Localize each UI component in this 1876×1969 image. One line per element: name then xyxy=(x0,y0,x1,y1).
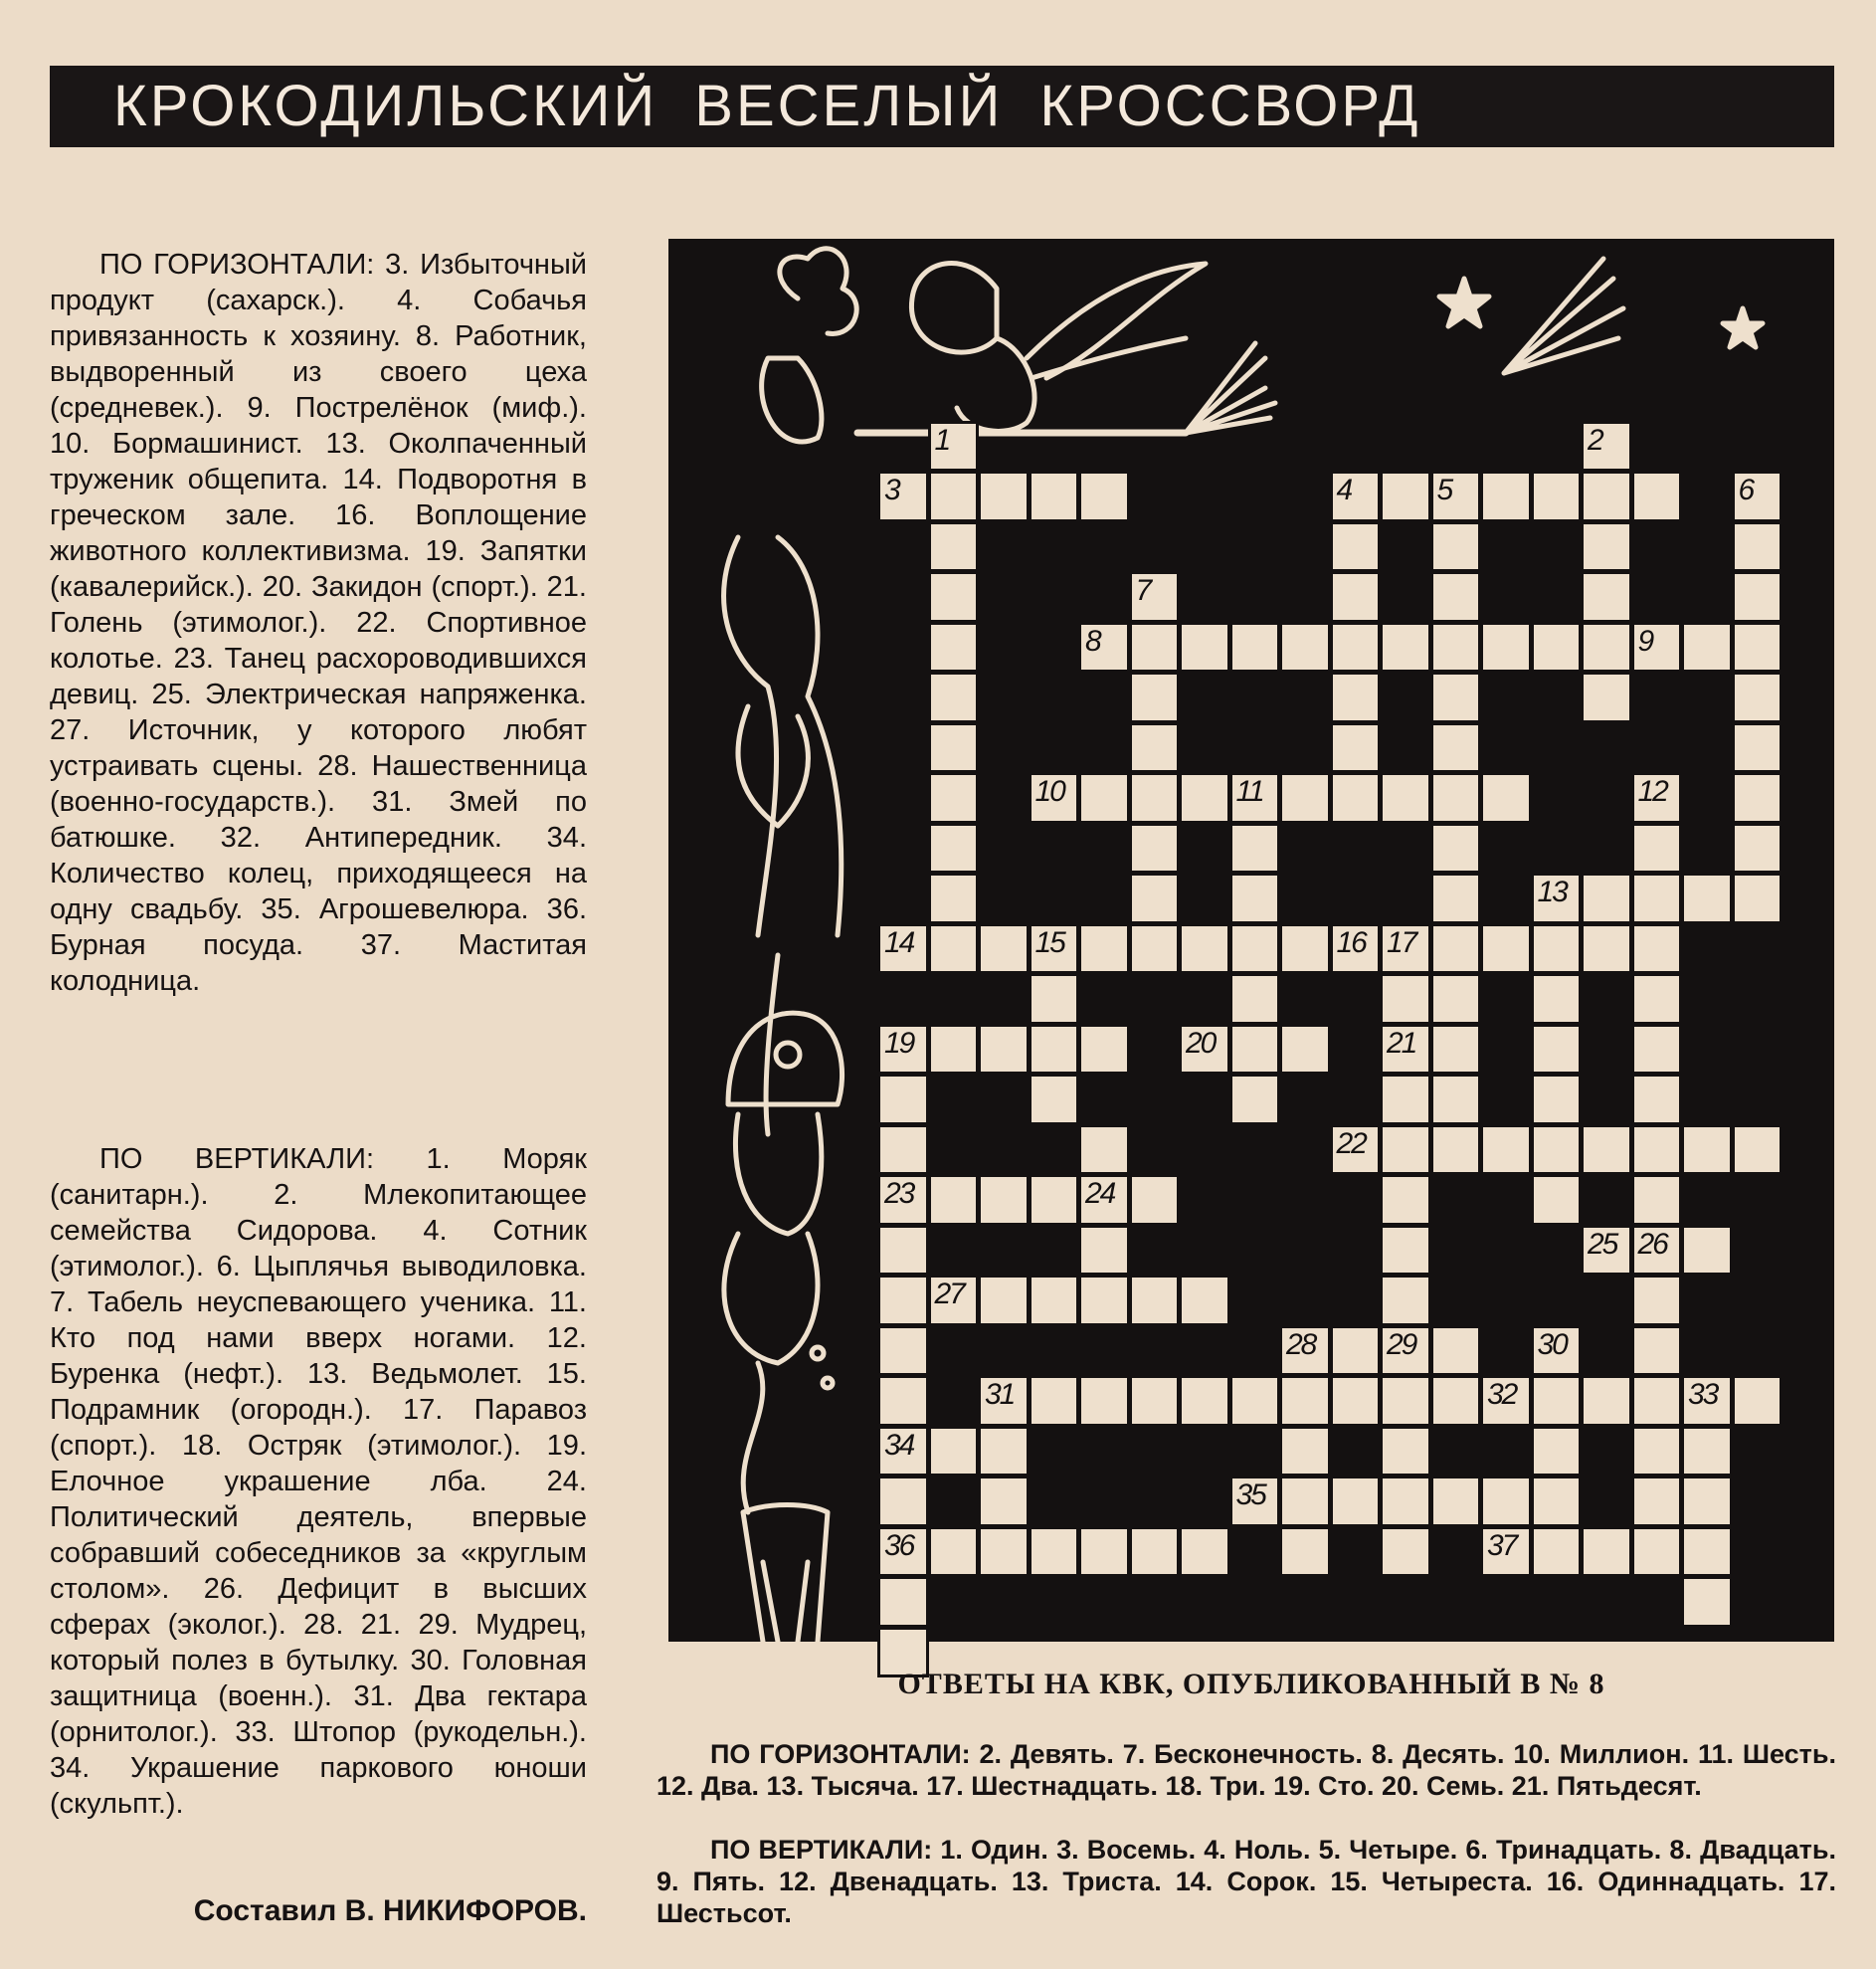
grid-cell[interactable] xyxy=(1229,1375,1281,1427)
grid-cell[interactable] xyxy=(1078,471,1130,522)
cell-number: 22 xyxy=(1336,1126,1366,1160)
grid-cell[interactable] xyxy=(877,1476,929,1527)
grid-cell[interactable] xyxy=(1631,873,1683,924)
grid-cell[interactable] xyxy=(1129,923,1181,975)
cell-number: 16 xyxy=(1336,925,1366,959)
grid-cell[interactable] xyxy=(1330,772,1382,824)
grid-cell[interactable] xyxy=(1631,1375,1683,1427)
grid-cell[interactable] xyxy=(1029,1526,1080,1578)
grid-cell[interactable] xyxy=(1732,521,1783,573)
grid-cell[interactable] xyxy=(1430,672,1482,723)
grid-cell[interactable] xyxy=(1078,772,1130,824)
grid-cell[interactable] xyxy=(1029,1174,1080,1226)
grid-cell[interactable] xyxy=(928,421,980,473)
grid-cell[interactable] xyxy=(1681,873,1733,924)
grid-cell[interactable] xyxy=(1681,622,1733,674)
grid-cell[interactable] xyxy=(1531,622,1583,674)
grid-cell[interactable] xyxy=(1531,1526,1583,1578)
grid-cell[interactable] xyxy=(978,1375,1030,1427)
grid-cell[interactable] xyxy=(1631,923,1683,975)
grid-cell[interactable] xyxy=(1229,1476,1281,1527)
grid-cell[interactable] xyxy=(1078,1275,1130,1326)
grid-cell[interactable] xyxy=(877,1526,929,1578)
grid-cell[interactable] xyxy=(1732,622,1783,674)
grid-cell[interactable] xyxy=(1581,471,1632,522)
grid-cell[interactable] xyxy=(1029,1375,1080,1427)
grid-cell[interactable] xyxy=(1631,772,1683,824)
grid-cell[interactable] xyxy=(928,823,980,875)
grid-cell[interactable] xyxy=(928,873,980,924)
grid-cell[interactable] xyxy=(1581,421,1632,473)
grid-cell[interactable] xyxy=(1531,1024,1583,1076)
grid-cell[interactable] xyxy=(928,521,980,573)
grid-cell[interactable] xyxy=(1480,1375,1532,1427)
cell-number: 34 xyxy=(884,1428,914,1462)
grid-cell[interactable] xyxy=(1380,471,1431,522)
answers-horizontal-text: ПО ГОРИЗОНТАЛИ: 2. Девять. 7. Бесконечность. 8. Десять. 10. Миллион. 11. Шесть. 12. Два. 13. Тысяча. 17. Шестнадцать. 18. Три. 19. Сто. 20. Семь. 21. Пятьдесят. xyxy=(657,1739,1836,1801)
grid-cell[interactable] xyxy=(928,1174,980,1226)
answers-horizontal xyxy=(657,1738,1836,1802)
grid-cell[interactable] xyxy=(1380,772,1431,824)
cell-number: 1 xyxy=(934,423,950,457)
cell-number: 26 xyxy=(1637,1227,1667,1261)
grid-cell[interactable] xyxy=(978,923,1030,975)
grid-cell[interactable] xyxy=(1531,873,1583,924)
grid-cell[interactable] xyxy=(1330,672,1382,723)
grid-cell[interactable] xyxy=(1631,1174,1683,1226)
grid-cell[interactable] xyxy=(1229,1074,1281,1125)
grid-cell[interactable] xyxy=(1430,1325,1482,1377)
grid-cell[interactable] xyxy=(877,1124,929,1176)
cell-number: 9 xyxy=(1637,624,1653,658)
grid-cell[interactable] xyxy=(1380,1124,1431,1176)
clues-vertical xyxy=(50,1141,587,1822)
grid-cell[interactable] xyxy=(1732,571,1783,623)
grid-cell[interactable] xyxy=(1681,1225,1733,1277)
grid-cell[interactable] xyxy=(1229,973,1281,1025)
grid-cell[interactable] xyxy=(1531,471,1583,522)
grid-cell[interactable] xyxy=(1430,1476,1482,1527)
grid-cell[interactable] xyxy=(1631,1426,1683,1477)
grid-cell[interactable] xyxy=(1480,1124,1532,1176)
grid-cell[interactable] xyxy=(1179,1024,1230,1076)
grid-cell[interactable] xyxy=(1078,1124,1130,1176)
grid-cell[interactable] xyxy=(877,1275,929,1326)
grid-cell[interactable] xyxy=(1732,772,1783,824)
grid-cell[interactable] xyxy=(1078,1526,1130,1578)
grid-cell[interactable] xyxy=(928,471,980,522)
crossword-grid xyxy=(668,239,1834,1642)
grid-cell[interactable] xyxy=(1430,622,1482,674)
grid-cell[interactable] xyxy=(1631,622,1683,674)
grid-cell[interactable] xyxy=(1732,722,1783,774)
answers-vertical xyxy=(657,1834,1836,1929)
grid-cell[interactable] xyxy=(1581,571,1632,623)
grid-cell[interactable] xyxy=(1279,1325,1331,1377)
grid-cell[interactable] xyxy=(1380,1325,1431,1377)
grid-cell[interactable] xyxy=(1732,471,1783,522)
grid-cell[interactable] xyxy=(1430,1375,1482,1427)
page-title: КРОКОДИЛЬСКИЙ ВЕСЕЛЫЙ КРОССВОРД xyxy=(50,66,1834,147)
grid-cell[interactable] xyxy=(1480,1476,1532,1527)
grid-cell[interactable] xyxy=(1380,923,1431,975)
cell-number: 19 xyxy=(884,1026,914,1060)
grid-cell[interactable] xyxy=(1330,571,1382,623)
cell-number: 27 xyxy=(934,1278,964,1310)
grid-cell[interactable] xyxy=(1029,1024,1080,1076)
cell-number: 5 xyxy=(1436,474,1452,506)
grid-cell[interactable] xyxy=(1129,1375,1181,1427)
grid-cell[interactable] xyxy=(1430,973,1482,1025)
grid-cell[interactable] xyxy=(1631,1225,1683,1277)
grid-cell[interactable] xyxy=(1531,1124,1583,1176)
grid-cell[interactable] xyxy=(1631,1325,1683,1377)
grid-cell[interactable] xyxy=(1581,873,1632,924)
grid-cell[interactable] xyxy=(928,622,980,674)
grid-cell[interactable] xyxy=(877,1174,929,1226)
grid-cell[interactable] xyxy=(1631,1476,1683,1527)
grid-cell[interactable] xyxy=(1380,1174,1431,1226)
grid-cell[interactable] xyxy=(1279,1476,1331,1527)
grid-cell[interactable] xyxy=(1581,672,1632,723)
grid-cell[interactable] xyxy=(1732,873,1783,924)
grid-cell[interactable] xyxy=(1078,1375,1130,1427)
grid-cell[interactable] xyxy=(1531,1074,1583,1125)
cell-number: 14 xyxy=(884,925,914,959)
grid-cell[interactable] xyxy=(928,571,980,623)
grid-cell[interactable] xyxy=(1029,1275,1080,1326)
grid-cell[interactable] xyxy=(1279,1426,1331,1477)
grid-cell[interactable] xyxy=(928,1426,980,1477)
grid-cell[interactable] xyxy=(928,1275,980,1326)
grid-cell[interactable] xyxy=(1179,772,1230,824)
grid-cell[interactable] xyxy=(1430,1074,1482,1125)
grid-cell[interactable] xyxy=(1129,571,1181,623)
grid-cell[interactable] xyxy=(1480,1526,1532,1578)
grid-cell[interactable] xyxy=(1330,1124,1382,1176)
grid-cell[interactable] xyxy=(1681,1576,1733,1628)
grid-cell[interactable] xyxy=(978,1426,1030,1477)
grid-cell[interactable] xyxy=(1380,1476,1431,1527)
grid-cell[interactable] xyxy=(1581,622,1632,674)
grid-cell[interactable] xyxy=(1229,823,1281,875)
grid-cell[interactable] xyxy=(1631,1275,1683,1326)
cell-number: 3 xyxy=(884,474,899,506)
grid-cell[interactable] xyxy=(1380,1225,1431,1277)
cell-number: 8 xyxy=(1085,624,1100,658)
grid-cell[interactable] xyxy=(1179,923,1230,975)
grid-cell[interactable] xyxy=(1480,772,1532,824)
clues-horizontal-text: ПО ГОРИЗОНТАЛИ: 3. Избыточный продукт (сахарск.). 4. Собачья привязанность к хозяину. 8. Работник, выдворенный из своего цеха (средневек.). 9. Пострелёнок (миф.). 10. Бормашинист. 13. Околпаченный труженик общепита. 14. Подворотня в греческом зале. 16. Воплощение животного коллективизма. 19. Запятки (кавалерийск.). 20. Закидон (спорт.). 21. Голень (этимолог.). 22. Спортивное колотье. 23. Танец расхороводившихся девиц. 25. Электрическая напряженка. 27. Источник, у которого любят устраивать сцены. 28. Нашественница (военно-государств.). 31. Змей по батюшке. 32. Антипередник. 34. Количество колец, приходящееся на одну свадьбу. 35. Агрошевелюра. 36. Бурная посуда. 37. Маститая колодница. xyxy=(50,249,587,997)
grid-cell[interactable] xyxy=(1631,1526,1683,1578)
cell-number: 7 xyxy=(1135,574,1151,607)
grid-cell[interactable] xyxy=(1430,471,1482,522)
grid-cell[interactable] xyxy=(1380,622,1431,674)
grid-cell[interactable] xyxy=(1581,1124,1632,1176)
grid-cell[interactable] xyxy=(877,1426,929,1477)
grid-cell[interactable] xyxy=(877,1225,929,1277)
grid-cell[interactable] xyxy=(928,923,980,975)
grid-cell[interactable] xyxy=(1229,873,1281,924)
grid-cell[interactable] xyxy=(1531,973,1583,1025)
grid-cell[interactable] xyxy=(1531,1325,1583,1377)
grid-cell[interactable] xyxy=(1330,1476,1382,1527)
grid-cell[interactable] xyxy=(877,1375,929,1427)
grid-cell[interactable] xyxy=(1279,1526,1331,1578)
grid-cell[interactable] xyxy=(1279,772,1331,824)
cell-number: 17 xyxy=(1387,925,1416,959)
grid-cell[interactable] xyxy=(1229,1024,1281,1076)
grid-cell[interactable] xyxy=(1330,1375,1382,1427)
grid-cell[interactable] xyxy=(1531,1174,1583,1226)
grid-cell[interactable] xyxy=(1179,1375,1230,1427)
cell-number: 23 xyxy=(884,1177,914,1210)
grid-cell[interactable] xyxy=(1681,1375,1733,1427)
grid-cell[interactable] xyxy=(1531,923,1583,975)
grid-cell[interactable] xyxy=(928,772,980,824)
grid-cell[interactable] xyxy=(877,1024,929,1076)
grid-cell[interactable] xyxy=(1732,823,1783,875)
grid-cell[interactable] xyxy=(1430,923,1482,975)
grid-cell[interactable] xyxy=(1631,973,1683,1025)
grid-cell[interactable] xyxy=(1078,622,1130,674)
cell-number: 32 xyxy=(1487,1378,1517,1411)
grid-cell[interactable] xyxy=(978,1275,1030,1326)
cell-number: 29 xyxy=(1387,1327,1416,1361)
grid-cell[interactable] xyxy=(978,1174,1030,1226)
grid-cell[interactable] xyxy=(1380,1024,1431,1076)
grid-cell[interactable] xyxy=(1129,722,1181,774)
grid-cell[interactable] xyxy=(1631,1124,1683,1176)
grid-cell[interactable] xyxy=(1029,772,1080,824)
grid-cell[interactable] xyxy=(1078,923,1130,975)
grid-cell[interactable] xyxy=(1078,1225,1130,1277)
grid-cell[interactable] xyxy=(877,923,929,975)
grid-cell[interactable] xyxy=(1531,1375,1583,1427)
grid-cell[interactable] xyxy=(1531,1426,1583,1477)
grid-cell[interactable] xyxy=(1129,772,1181,824)
grid-cell[interactable] xyxy=(1330,923,1382,975)
grid-cell[interactable] xyxy=(1732,672,1783,723)
grid-cell[interactable] xyxy=(1229,923,1281,975)
cell-number: 15 xyxy=(1034,925,1064,959)
grid-cell[interactable] xyxy=(1430,722,1482,774)
grid-cell[interactable] xyxy=(1480,471,1532,522)
grid-cell[interactable] xyxy=(1430,571,1482,623)
cell-number: 33 xyxy=(1688,1378,1718,1411)
grid-cell[interactable] xyxy=(1430,1024,1482,1076)
grid-cell[interactable] xyxy=(928,722,980,774)
grid-cell[interactable] xyxy=(1129,1275,1181,1326)
cell-number: 6 xyxy=(1738,474,1754,506)
cell-number: 36 xyxy=(884,1528,914,1562)
answers-vertical-text: ПО ВЕРТИКАЛИ: 1. Один. 3. Восемь. 4. Ноль. 5. Четыре. 6. Тринадцать. 8. Двадцать. 9. Пять. 12. Двенадцать. 13. Триста. 14. Сорок. 15. Четыреста. 16. Одиннадцать. 17. Шестьсот. xyxy=(657,1835,1836,1928)
grid-cell[interactable] xyxy=(1581,1526,1632,1578)
grid-cell[interactable] xyxy=(1581,521,1632,573)
grid-cell[interactable] xyxy=(1029,973,1080,1025)
grid-cell[interactable] xyxy=(1279,923,1331,975)
cell-number: 4 xyxy=(1336,474,1352,506)
clues-horizontal xyxy=(50,247,587,999)
cell-number: 21 xyxy=(1387,1026,1416,1060)
grid-cell[interactable] xyxy=(1078,1024,1130,1076)
cell-number: 31 xyxy=(985,1378,1015,1411)
grid-cell[interactable] xyxy=(1681,1526,1733,1578)
grid-cell[interactable] xyxy=(1581,1225,1632,1277)
grid-cell[interactable] xyxy=(1129,622,1181,674)
grid-cell[interactable] xyxy=(978,1024,1030,1076)
grid-cell[interactable] xyxy=(1480,622,1532,674)
grid-cell[interactable] xyxy=(1380,1074,1431,1125)
grid-cell[interactable] xyxy=(1330,471,1382,522)
grid-cell[interactable] xyxy=(1078,1174,1130,1226)
grid-cell[interactable] xyxy=(1380,973,1431,1025)
grid-cell[interactable] xyxy=(928,672,980,723)
grid-cell[interactable] xyxy=(1279,1375,1331,1427)
grid-cell[interactable] xyxy=(1229,772,1281,824)
grid-cell[interactable] xyxy=(1430,873,1482,924)
grid-cell[interactable] xyxy=(1581,923,1632,975)
cell-number: 30 xyxy=(1537,1327,1567,1361)
grid-cell[interactable] xyxy=(1029,471,1080,522)
grid-cell[interactable] xyxy=(1732,1375,1783,1427)
grid-cell[interactable] xyxy=(1430,823,1482,875)
grid-cell[interactable] xyxy=(928,1024,980,1076)
clues-vertical-text: ПО ВЕРТИКАЛИ: 1. Моряк (санитарн.). 2. Млекопитающее семейства Сидорова. 4. Сотник (этимолог.). 6. Цыплячья выводиловка. 7. Табель неуспевающего ученика. 11. Кто под нами вверх ногами. 12. Буренка (нефт.). 13. Ведьмолет. 15. Подрамник (огородн.). 17. Паравоз (спорт.). 18. Остряк (этимолог.). 19. Елочное украшение лба. 24. Политический деятель, впервые собравший собеседников за «круглым столом». 26. Дефицит в высших сферах (эколог.). 28. 21. 29. Мудрец, который полез в бутылку. 30. Головная защитница (военн.). 31. Два гектара (орнитолог.). 33. Штопор (рукодельн.). 34. Украшение паркового юноши (скульпт.). xyxy=(50,1143,587,1820)
grid-cell[interactable] xyxy=(877,1325,929,1377)
grid-cell[interactable] xyxy=(1279,1024,1331,1076)
grid-cell[interactable] xyxy=(1129,823,1181,875)
grid-cell[interactable] xyxy=(1631,1024,1683,1076)
grid-cell[interactable] xyxy=(877,471,929,522)
cell-number: 20 xyxy=(1186,1026,1216,1060)
cell-number: 10 xyxy=(1034,775,1064,808)
cell-number: 28 xyxy=(1286,1327,1316,1361)
grid-cell[interactable] xyxy=(1179,1526,1230,1578)
grid-cell[interactable] xyxy=(1681,1476,1733,1527)
grid-cell[interactable] xyxy=(877,1074,929,1125)
grid-cell[interactable] xyxy=(1631,471,1683,522)
cell-number: 25 xyxy=(1588,1227,1617,1261)
cell-number: 12 xyxy=(1637,775,1667,808)
grid-cell[interactable] xyxy=(1681,1124,1733,1176)
answers-title: ОТВЕТЫ НА КВК, ОПУБЛИКОВАННЫЙ В № 8 xyxy=(897,1668,1605,1700)
grid-cell[interactable] xyxy=(1380,1275,1431,1326)
grid-cell[interactable] xyxy=(1330,722,1382,774)
cell-number: 24 xyxy=(1085,1177,1115,1210)
grid-cell[interactable] xyxy=(877,1576,929,1628)
grid-cell[interactable] xyxy=(1430,1124,1482,1176)
grid-cell[interactable] xyxy=(1380,1375,1431,1427)
cell-number: 37 xyxy=(1487,1528,1517,1562)
grid-cell[interactable] xyxy=(1631,1074,1683,1125)
cell-number: 13 xyxy=(1537,876,1567,908)
grid-cell[interactable] xyxy=(1430,772,1482,824)
grid-cell[interactable] xyxy=(1581,1375,1632,1427)
grid-cell[interactable] xyxy=(1430,521,1482,573)
grid-cell[interactable] xyxy=(1279,622,1331,674)
grid-cell[interactable] xyxy=(1732,1124,1783,1176)
cell-number: 11 xyxy=(1235,775,1263,808)
grid-cell[interactable] xyxy=(928,1526,980,1578)
grid-cell[interactable] xyxy=(978,471,1030,522)
grid-cell[interactable] xyxy=(1531,1476,1583,1527)
grid-cell[interactable] xyxy=(978,1476,1030,1527)
grid-cell[interactable] xyxy=(1229,622,1281,674)
grid-cell[interactable] xyxy=(1129,873,1181,924)
grid-cell[interactable] xyxy=(1029,923,1080,975)
grid-cell[interactable] xyxy=(1179,1275,1230,1326)
grid-cell[interactable] xyxy=(1330,521,1382,573)
author-credit: Составил В. НИКИФОРОВ. xyxy=(193,1894,587,1927)
grid-cell[interactable] xyxy=(1480,923,1532,975)
cell-number: 35 xyxy=(1235,1478,1265,1511)
grid-cell[interactable] xyxy=(1129,1526,1181,1578)
grid-cell[interactable] xyxy=(1129,1174,1181,1226)
grid-cell[interactable] xyxy=(1380,1426,1431,1477)
grid-cell[interactable] xyxy=(1681,1426,1733,1477)
grid-cell[interactable] xyxy=(1380,1526,1431,1578)
grid-cell[interactable] xyxy=(1631,823,1683,875)
grid-cell[interactable] xyxy=(978,1526,1030,1578)
grid-cell[interactable] xyxy=(1129,672,1181,723)
grid-cell[interactable] xyxy=(1029,1074,1080,1125)
grid-cell[interactable] xyxy=(1330,622,1382,674)
cell-number: 2 xyxy=(1588,423,1602,457)
grid-cell[interactable] xyxy=(1330,1325,1382,1377)
grid-cell[interactable] xyxy=(1179,622,1230,674)
